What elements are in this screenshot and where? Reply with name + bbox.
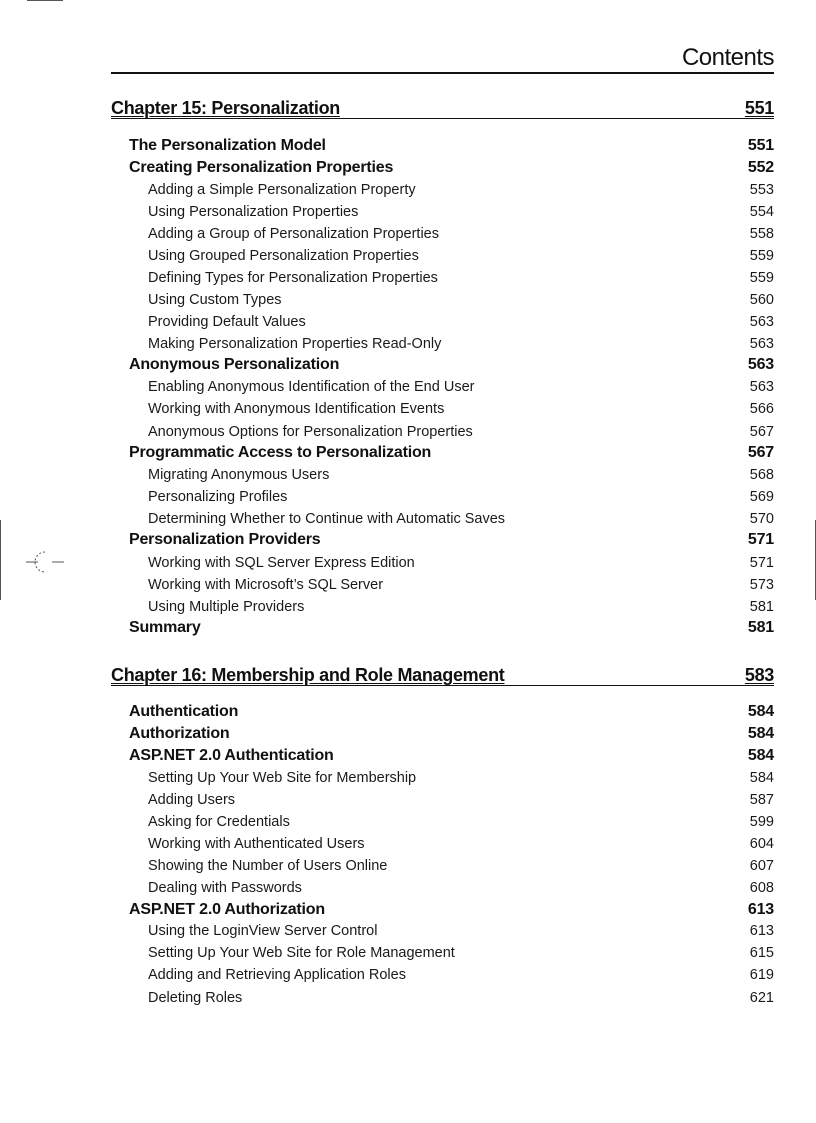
section-title: ASP.NET 2.0 Authorization bbox=[129, 901, 325, 918]
toc-subsection[interactable] bbox=[148, 576, 774, 594]
subsection-page: 567 bbox=[749, 424, 774, 440]
subsection-title: Adding Users bbox=[148, 792, 236, 808]
subsection-title: Dealing with Passwords bbox=[148, 880, 302, 896]
subsection-title: Making Personalization Properties Read-Only bbox=[148, 336, 442, 352]
toc-subsection[interactable] bbox=[148, 313, 774, 331]
section-page: 567 bbox=[747, 444, 774, 461]
toc-subsection[interactable] bbox=[148, 879, 774, 897]
section-title: The Personalization Model bbox=[129, 137, 326, 154]
toc-subsection[interactable] bbox=[148, 966, 774, 984]
toc-subsection[interactable] bbox=[148, 225, 774, 243]
toc-subsection[interactable] bbox=[148, 944, 774, 962]
subsection-page: 558 bbox=[749, 226, 774, 242]
registration-mark-icon bbox=[26, 549, 64, 575]
subsection-page: 560 bbox=[749, 292, 774, 308]
subsection-page: 619 bbox=[749, 967, 774, 983]
subsection-page: 553 bbox=[749, 182, 774, 198]
subsection-title: Working with Authenticated Users bbox=[148, 836, 365, 852]
toc-subsection[interactable] bbox=[148, 203, 774, 221]
subsection-page: 563 bbox=[749, 379, 774, 395]
toc-subsection[interactable] bbox=[148, 922, 774, 940]
subsection-title: Determining Whether to Continue with Automatic Saves bbox=[148, 511, 506, 527]
toc-section[interactable] bbox=[129, 443, 774, 463]
section-title: ASP.NET 2.0 Authentication bbox=[129, 747, 334, 764]
subsection-title: Anonymous Options for Personalization Properties bbox=[148, 424, 473, 440]
subsection-title: Setting Up Your Web Site for Role Management bbox=[148, 945, 455, 961]
toc-subsection[interactable] bbox=[148, 335, 774, 353]
subsection-page: 599 bbox=[749, 814, 774, 830]
crop-mark-left-edge bbox=[0, 520, 1, 600]
subsection-page: 570 bbox=[749, 511, 774, 527]
toc-subsection[interactable] bbox=[148, 510, 774, 528]
section-title: Authorization bbox=[129, 725, 230, 742]
subsection-page: 615 bbox=[749, 945, 774, 961]
subsection-title: Working with Anonymous Identification Events bbox=[148, 401, 445, 417]
toc-section[interactable] bbox=[129, 618, 774, 638]
subsection-page: 571 bbox=[749, 555, 774, 571]
toc-subsection[interactable] bbox=[148, 554, 774, 572]
subsection-title: Using Multiple Providers bbox=[148, 599, 305, 615]
section-page: 584 bbox=[747, 725, 774, 742]
section-title: Summary bbox=[129, 619, 201, 636]
subsection-title: Setting Up Your Web Site for Membership bbox=[148, 770, 417, 786]
subsection-title: Defining Types for Personalization Properties bbox=[148, 270, 438, 286]
section-page: 571 bbox=[747, 531, 774, 548]
subsection-title: Working with Microsoft’s SQL Server bbox=[148, 577, 384, 593]
subsection-page: 563 bbox=[749, 336, 774, 352]
subsection-page: 566 bbox=[749, 401, 774, 417]
chapter-page: 551 bbox=[744, 98, 774, 118]
toc-subsection[interactable] bbox=[148, 400, 774, 418]
section-title: Personalization Providers bbox=[129, 531, 321, 548]
subsection-title: Migrating Anonymous Users bbox=[148, 467, 330, 483]
subsection-title: Providing Default Values bbox=[148, 314, 306, 330]
toc-subsection[interactable] bbox=[148, 598, 774, 616]
subsection-page: 584 bbox=[749, 770, 774, 786]
subsection-page: 608 bbox=[749, 880, 774, 896]
subsection-page: 559 bbox=[749, 270, 774, 286]
section-title: Anonymous Personalization bbox=[129, 356, 340, 373]
subsection-page: 573 bbox=[749, 577, 774, 593]
subsection-title: Showing the Number of Users Online bbox=[148, 858, 388, 874]
section-page: 551 bbox=[747, 137, 774, 154]
subsection-page: 604 bbox=[749, 836, 774, 852]
toc-subsection[interactable] bbox=[148, 423, 774, 441]
toc-subsection[interactable] bbox=[148, 989, 774, 1007]
toc-subsection[interactable] bbox=[148, 466, 774, 484]
section-title: Authentication bbox=[129, 703, 239, 720]
subsection-title: Using Personalization Properties bbox=[148, 204, 359, 220]
subsection-title: Using the LoginView Server Control bbox=[148, 923, 378, 939]
toc-subsection[interactable] bbox=[148, 291, 774, 309]
chapter-title: Chapter 16: Membership and Role Management bbox=[111, 665, 505, 685]
subsection-title: Personalizing Profiles bbox=[148, 489, 288, 505]
toc-subsection[interactable] bbox=[148, 835, 774, 853]
crop-mark-top-left bbox=[27, 0, 63, 1]
subsection-title: Adding a Simple Personalization Property bbox=[148, 182, 416, 198]
subsection-title: Adding and Retrieving Application Roles bbox=[148, 967, 406, 983]
subsection-page: 569 bbox=[749, 489, 774, 505]
subsection-title: Enabling Anonymous Identification of the End User bbox=[148, 379, 475, 395]
section-page: 581 bbox=[747, 619, 774, 636]
toc-section[interactable] bbox=[129, 746, 774, 766]
toc-subsection[interactable] bbox=[148, 813, 774, 831]
subsection-page: 563 bbox=[749, 314, 774, 330]
toc-subsection[interactable] bbox=[148, 488, 774, 506]
header-rule bbox=[111, 72, 774, 74]
section-title: Creating Personalization Properties bbox=[129, 159, 394, 176]
subsection-page: 613 bbox=[749, 923, 774, 939]
toc-subsection[interactable] bbox=[148, 857, 774, 875]
subsection-title: Adding a Group of Personalization Properties bbox=[148, 226, 439, 242]
section-title: Programmatic Access to Personalization bbox=[129, 444, 432, 461]
subsection-title: Using Custom Types bbox=[148, 292, 282, 308]
toc-section[interactable] bbox=[129, 530, 774, 550]
toc-chapter[interactable] bbox=[111, 665, 774, 686]
toc-section[interactable] bbox=[129, 724, 774, 744]
section-page: 552 bbox=[747, 159, 774, 176]
subsection-title: Working with SQL Server Express Edition bbox=[148, 555, 415, 571]
toc-section[interactable] bbox=[129, 900, 774, 920]
toc-subsection[interactable] bbox=[148, 378, 774, 396]
chapter-page: 583 bbox=[744, 665, 774, 685]
subsection-title: Using Grouped Personalization Properties bbox=[148, 248, 419, 264]
section-page: 584 bbox=[747, 703, 774, 720]
subsection-page: 568 bbox=[749, 467, 774, 483]
subsection-page: 559 bbox=[749, 248, 774, 264]
section-page: 613 bbox=[747, 901, 774, 918]
toc-subsection[interactable] bbox=[148, 269, 774, 287]
toc-chapter[interactable] bbox=[111, 98, 774, 119]
subsection-page: 621 bbox=[749, 990, 774, 1006]
section-page: 563 bbox=[747, 356, 774, 373]
subsection-page: 581 bbox=[749, 599, 774, 615]
toc-section[interactable] bbox=[129, 702, 774, 722]
toc-subsection[interactable] bbox=[148, 791, 774, 809]
toc-section[interactable] bbox=[129, 158, 774, 178]
chapter-title: Chapter 15: Personalization bbox=[111, 98, 340, 118]
section-page: 584 bbox=[747, 747, 774, 764]
toc-subsection[interactable] bbox=[148, 181, 774, 199]
toc-subsection[interactable] bbox=[148, 769, 774, 787]
subsection-page: 587 bbox=[749, 792, 774, 808]
subsection-page: 554 bbox=[749, 204, 774, 220]
subsection-title: Asking for Credentials bbox=[148, 814, 290, 830]
toc-section[interactable] bbox=[129, 355, 774, 375]
page-header-title: Contents bbox=[681, 44, 774, 71]
subsection-page: 607 bbox=[749, 858, 774, 874]
subsection-title: Deleting Roles bbox=[148, 990, 243, 1006]
toc-section[interactable] bbox=[129, 136, 774, 156]
toc-subsection[interactable] bbox=[148, 247, 774, 265]
